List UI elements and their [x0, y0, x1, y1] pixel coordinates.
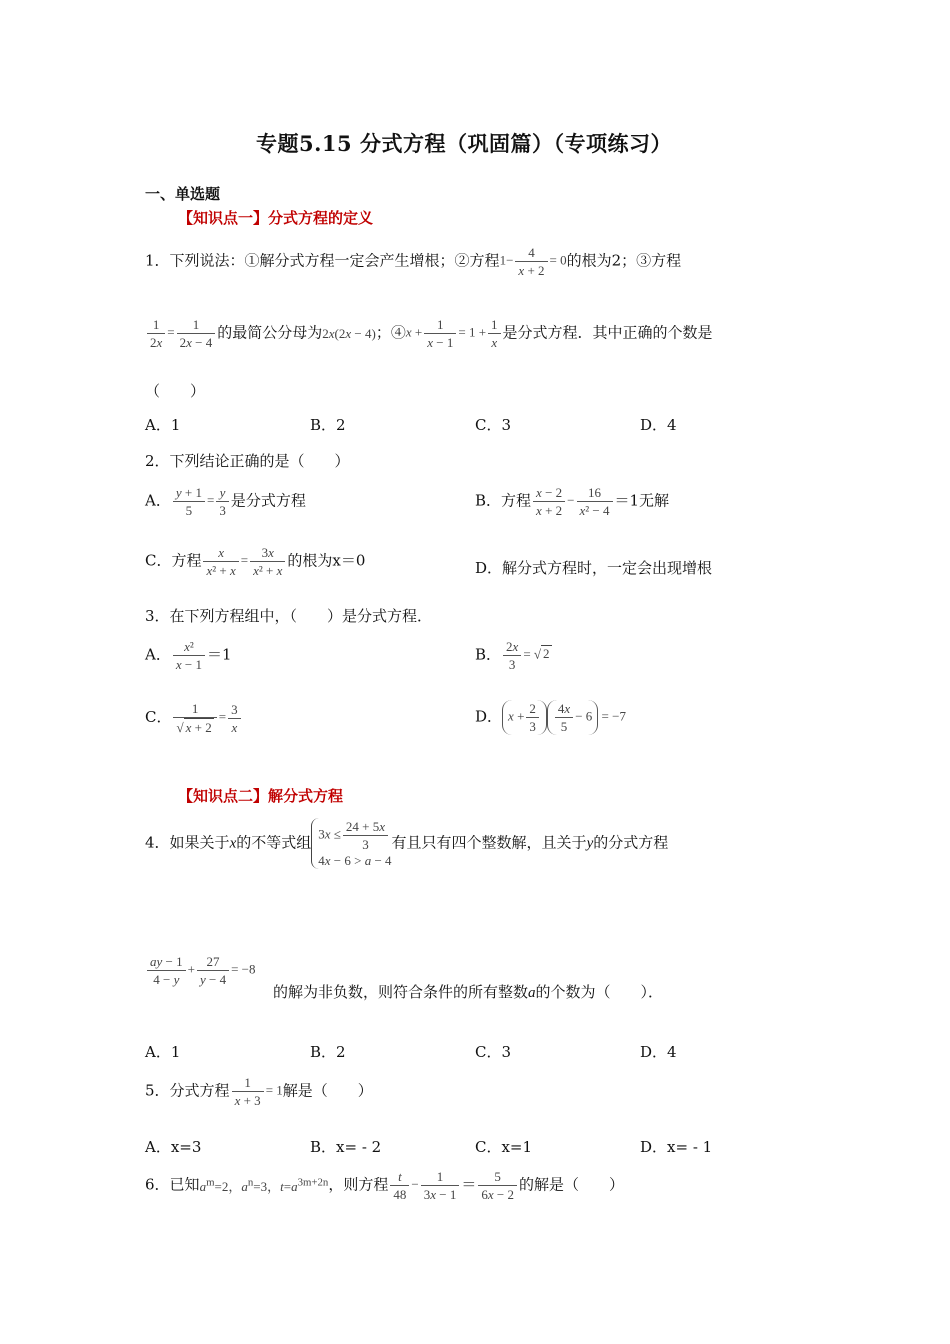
- question-text: 有且只有四个整数解，且关于: [391, 833, 587, 852]
- math-expression: $a^m=2$，$a^n=3$，$t=a^{3m+2n}$: [199, 1176, 329, 1194]
- option-b[interactable]: [475, 638, 552, 673]
- option-c[interactable]: [145, 544, 365, 579]
- option-b[interactable]: B．2: [310, 416, 346, 434]
- question-text: 在下列方程组中，（ ）是分式方程．: [169, 607, 433, 625]
- math-expression: $\frac{y + 1}{5}$ = $\frac{y}{3}$: [171, 484, 231, 519]
- question-number: 5．: [145, 1081, 170, 1100]
- math-expression: $\frac{x - 2}{x + 2}$ − $\frac{16}{\text{x² − 4}}$: [531, 484, 614, 519]
- question-text: 分式方程: [169, 1081, 230, 1100]
- option-label: A．: [145, 491, 171, 510]
- question-5: [145, 1074, 373, 1109]
- option-a[interactable]: A．1: [145, 1043, 181, 1061]
- option-label: B．: [475, 645, 502, 664]
- page-title: 专题5.15 分式方程（巩固篇）（专项练习）: [256, 131, 672, 156]
- math-expression: $\frac{1}{2x}$ = $\frac{1}{2x - 4}$: [145, 316, 217, 351]
- question-number: 6．: [145, 1175, 170, 1194]
- inequality-system: 3x ≤ $\frac{24 + 5x}{3}$ 4x − 6 > a − 4: [311, 818, 391, 869]
- math-expression: $\frac{\text{x²}}{x - 1}$: [171, 638, 207, 673]
- question-text: 如果关于: [169, 833, 230, 852]
- math-expression: $\frac{1}{x + 3}$ = 1: [230, 1074, 283, 1109]
- option-c[interactable]: C．3: [475, 416, 512, 434]
- question-text: 的解为非负数，则符合条件的所有整数: [273, 983, 529, 1001]
- question-1-line-1: [145, 244, 681, 279]
- question-text: 已知: [169, 1175, 200, 1194]
- option-label: B．方程: [475, 491, 532, 510]
- option-text: 的根为x＝0: [287, 551, 366, 570]
- option-text: ＝1无解: [614, 491, 670, 510]
- math-expression: $\frac{2x}{3}$ = √ 2: [501, 638, 552, 673]
- variable: x: [229, 835, 237, 852]
- question-4-line-2: [273, 981, 663, 1002]
- option-b[interactable]: [475, 484, 669, 519]
- option-a[interactable]: [145, 638, 232, 673]
- question-3-stem: [145, 605, 432, 626]
- question-text: 是分式方程．其中正确的个数是: [502, 323, 713, 342]
- question-text: ；④: [375, 323, 406, 342]
- question-text: 的分式方程: [593, 833, 669, 852]
- option-a[interactable]: A．1: [145, 416, 181, 434]
- option-d[interactable]: D．4: [640, 416, 677, 434]
- option-d[interactable]: D．4: [640, 1043, 677, 1061]
- question-4-line-1: [145, 818, 668, 869]
- question-text: 的解是（ ）: [518, 1175, 624, 1194]
- option-d[interactable]: [475, 700, 626, 735]
- question-6: [145, 1168, 624, 1203]
- option-a[interactable]: [145, 484, 306, 519]
- question-text: ＝: [461, 1175, 477, 1194]
- answer-paren: （ ）: [145, 382, 206, 400]
- option-label: C．方程: [145, 551, 202, 570]
- question-text: 的不等式组: [236, 833, 312, 852]
- option-label: D．: [475, 707, 503, 726]
- knowledge-point-1: 【知识点一】分式方程的定义: [178, 209, 374, 227]
- math-expression: $\frac{5}{6x - 2}$: [476, 1168, 519, 1203]
- option-b[interactable]: B．2: [310, 1043, 346, 1061]
- option-d[interactable]: D．x= - 1: [640, 1138, 713, 1156]
- option-c[interactable]: [145, 700, 243, 736]
- option-d[interactable]: D．解分式方程时，一定会出现增根: [475, 559, 713, 577]
- question-number: 3．: [145, 607, 170, 625]
- question-text: 解是（ ）: [282, 1081, 373, 1100]
- question-text: 下列结论正确的是（ ）: [169, 452, 350, 470]
- option-text: 是分式方程: [230, 491, 306, 510]
- math-expression: x + $\frac{1}{x - 1}$ = 1 + $\frac{1}{x}$: [406, 316, 503, 351]
- question-2-stem: [145, 450, 350, 471]
- question-text: ，则方程: [328, 1175, 389, 1194]
- math-expression: 1− $\frac{4}{x + 2}$ = 0: [499, 245, 567, 278]
- question-number: 2．: [145, 452, 170, 470]
- math-expression: 2x(2x − 4): [322, 325, 376, 341]
- variable: y: [586, 835, 594, 852]
- question-number: 4．: [145, 833, 170, 852]
- math-expression: $\frac{x}{\text{x² + x}}$ = $\frac{3x}{\text{x² + x}}$: [201, 544, 287, 579]
- option-a[interactable]: A．x=3: [145, 1138, 202, 1156]
- math-expression: x + $\frac{2}{3}$ $\frac{4x}{5}$ − 6 = −7: [502, 700, 626, 735]
- knowledge-point-2: 【知识点二】解分式方程: [178, 787, 344, 805]
- math-expression: $\frac{t}{48}$ − $\frac{1}{3x - 1}$: [388, 1168, 461, 1203]
- question-text: 下列说法：①解分式方程一定会产生增根；②方程: [169, 251, 500, 270]
- math-expression: $\frac{1}{√ x + 2}$ = $\frac{3}{x}$: [171, 700, 242, 736]
- question-text: 的个数为（ ）．: [535, 983, 664, 1001]
- math-expression: $\frac{ay - 1}{4 - y}$ + $\frac{27}{y - 4}$ = −8: [145, 953, 256, 988]
- variable: a: [528, 985, 536, 1001]
- question-number: 1．: [145, 251, 170, 270]
- option-text: ＝1: [206, 645, 232, 664]
- option-c[interactable]: C．x=1: [475, 1138, 533, 1156]
- question-text: 的根为2；③方程: [566, 251, 682, 270]
- question-1-line-2: [145, 316, 713, 351]
- option-label: C．: [145, 708, 172, 726]
- section-heading: 一、单选题: [145, 185, 221, 203]
- option-b[interactable]: B．x= - 2: [310, 1138, 382, 1156]
- question-text: 的最简公分母为: [217, 323, 323, 342]
- option-c[interactable]: C．3: [475, 1043, 512, 1061]
- option-label: A．: [145, 645, 171, 664]
